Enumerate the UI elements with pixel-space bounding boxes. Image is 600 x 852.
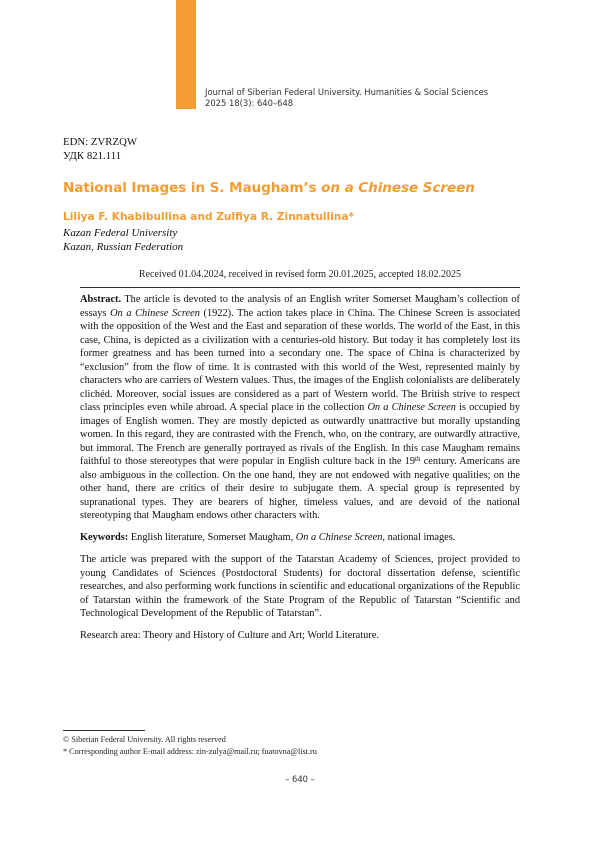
journal-header: [205, 87, 488, 109]
abstract: [80, 293, 520, 523]
title-main: National Images in S. Maugham’s: [63, 180, 322, 196]
abstract-superscript: th: [415, 455, 421, 463]
edn-code: EDN: ZVRZQW: [63, 136, 138, 148]
abstract-italic-2: On a Chinese Screen: [367, 402, 456, 413]
keywords-italic: On a Chinese Screen: [295, 532, 383, 543]
received-dates: Received 01.04.2024, received in revised form 20.01.2025, accepted 18.02.2025: [138, 269, 462, 280]
abstract-text-2: (1922). The action takes place in China. The Chinese Screen is associated with the opposition of the West and the East and separation of these worlds. The world of the East, in this case, China, is depicted as a civilization with a centuries-old history. But today it has completely lost its former greatness and has been turned into a secondary one. The space of China is characterized by “exclusion” from the flow of time. It is contrasted with this world of the West, represented mainly by characters who are carriers of Western values. Thus, the images of the English colonialists are deliberately cliché​d. Moreover, social issues are considered as a part of Western world. The British strive to respect class principles even while abroad. A special place in the collection: [80, 307, 521, 413]
footnote-divider: [63, 730, 145, 731]
abstract-label: Abstract.: [80, 294, 122, 305]
funding-statement: The article was prepared with the support of the Tatarstan Academy of Sciences, project provided to young Candidates of Sciences (Postdoctoral Students) for doctoral dissertation defense, scientific researches, and also performing work functions in scientific and educational organizations of the Republic of Tatarstan within the framework of the State Program of the Republic of Tatarstan “Scientific and Technological Development of the Republic of Tatarstan”.: [80, 554, 520, 619]
journal-name: Journal of Siberian Federal University. Humanities & Social Sciences: [205, 87, 489, 97]
keywords: [80, 531, 520, 545]
article-title: [63, 180, 475, 196]
authors: Liliya F. Khabibullina and Zulfiya R. Zinnatullina*: [63, 211, 355, 223]
footnotes: [63, 734, 317, 757]
keywords-text-1: English literature, Somerset Maugham,: [128, 532, 296, 543]
article-identifiers: [63, 136, 137, 163]
research-area: Research area: Theory and History of Culture and Art; World Literature.: [80, 630, 379, 641]
journal-issue: 2025 18(3): 640–648: [205, 98, 294, 108]
abstract-text-3: is occupied by images of English women. They are mostly depicted as outwardly unattractive but morally upstanding women. In this regard, they are contrasted with the French, who, on the contrary, are outwardly attractive, but immoral. The French are generally portrayed as rivals of the English. In this case Maugham remains faithful to those stereotypes that were popular in English culture back in the 19: [80, 402, 520, 467]
abstract-text-4: century. Americans are also ambiguous in the collection. On the one hand, they are not endowed with negative qualities; on the other hand, there are critics of their desire to subjugate them. A special group is represented by supranational types. They are bearers of higher, timeless values, and are devoid of the national stereotyping that Maugham endows other characters with.: [80, 456, 520, 521]
abstract-text-1: The article is devoted to the analysis of an English writer Somerset Maugham’s collection of essays: [80, 294, 520, 319]
keywords-text-2: , national images.: [382, 532, 456, 543]
title-italic: on a Chinese Screen: [321, 180, 475, 196]
affiliation: [63, 227, 183, 254]
abstract-italic-1: On a Chinese Screen: [110, 307, 200, 319]
udk-code: УДК 821.111: [63, 149, 122, 162]
accent-bar: [176, 0, 196, 109]
keywords-label: Keywords:: [80, 532, 129, 543]
corresponding-author-note: * Corresponding author E-mail address: zin-zulya@mail.ru; fuatovna@list.ru: [63, 746, 317, 756]
affiliation-university: Kazan Federal University: [63, 227, 178, 239]
article-front-matter: [80, 293, 520, 643]
copyright-note: © Siberian Federal University. All rights reserved: [63, 735, 226, 744]
divider: [80, 287, 520, 288]
page-number: – 640 –: [285, 774, 315, 784]
affiliation-location: Kazan, Russian Federation: [63, 240, 184, 253]
